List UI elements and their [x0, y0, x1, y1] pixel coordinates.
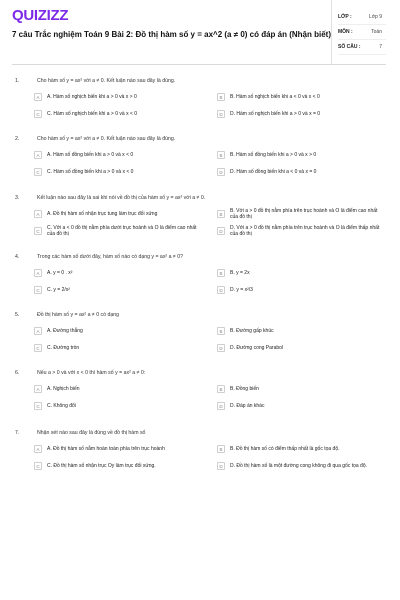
option-letter-badge: A [34, 385, 42, 393]
option-text: B. Đồ thị hàm số có điểm thấp nhất là gốc tọa độ. [230, 445, 340, 452]
answer-option-a[interactable] [34, 207, 203, 221]
question-number: 6. [15, 370, 20, 376]
question-5 [12, 309, 386, 355]
answer-options [12, 207, 386, 238]
question-stem [12, 251, 386, 263]
option-text: D. Hàm số đồng biến khi a < 0 và x = 0 [230, 168, 317, 175]
answer-options [12, 324, 386, 355]
question-7 [12, 427, 386, 473]
option-letter-badge: B [217, 269, 225, 277]
option-text: D. Hàm số nghịch biến khi a > 0 và x = 0 [230, 110, 321, 117]
question-stem [12, 367, 386, 379]
option-letter-badge: B [217, 445, 225, 453]
answer-options [12, 148, 386, 179]
option-letter-badge: B [217, 327, 225, 335]
answer-option-d[interactable] [217, 283, 386, 297]
option-letter-badge: C [34, 168, 42, 176]
question-number: 4. [15, 254, 20, 260]
question-list [12, 65, 386, 473]
question-text: Nhận xét nào sau đây là đúng về đồ thị hàm số [37, 430, 146, 436]
answer-option-d[interactable] [217, 341, 386, 355]
question-number: 5. [15, 312, 20, 318]
question-number: 2. [15, 136, 20, 142]
option-letter-badge: D [217, 462, 225, 470]
option-letter-badge: D [217, 344, 225, 352]
question-stem [12, 133, 386, 145]
worksheet-title: 7 câu Trắc nghiệm Toán 9 Bài 2: Đồ thị hàm số y = ax^2 (a ≠ 0) có đáp án (Nhận biết) [12, 30, 331, 39]
option-text: B. y = 2x [230, 269, 250, 276]
answer-option-a[interactable] [34, 382, 203, 396]
question-stem [12, 427, 386, 439]
answer-option-c[interactable] [34, 165, 203, 179]
answer-option-a[interactable] [34, 324, 203, 338]
option-letter-badge: B [217, 93, 225, 101]
answer-option-c[interactable] [34, 399, 203, 413]
meta-label: MÔN : [338, 28, 353, 35]
question-number: 3. [15, 195, 20, 201]
option-letter-badge: A [34, 269, 42, 277]
question-2 [12, 133, 386, 179]
option-text: C. y = 2/x² [47, 286, 70, 293]
option-text: C. Với a < 0 đồ thị nằm phía dưới trục hoành và O là điểm cao nhất của đồ thị [47, 224, 197, 237]
answer-option-a[interactable] [34, 90, 203, 104]
answer-option-d[interactable] [217, 224, 386, 238]
option-letter-badge: D [217, 110, 225, 118]
answer-options [12, 90, 386, 121]
header-left [12, 0, 331, 64]
question-stem [12, 192, 386, 204]
option-text: D. Đồ thị hàm số là một đường cong không đi qua gốc tọa độ. [230, 462, 367, 469]
question-number: 1. [15, 78, 20, 84]
meta-grade [338, 10, 386, 25]
answer-option-b[interactable] [217, 442, 386, 456]
option-text: B. Hàm số nghịch biến khi a < 0 và x < 0 [230, 93, 320, 100]
option-text: A. Đồ thị hàm số nhận trục tung làm trục đối xứng [47, 210, 158, 217]
question-text: Nếu a > 0 và với x < 0 thì hàm số y = ax² a ≠ 0: [37, 370, 146, 376]
answer-option-b[interactable] [217, 148, 386, 162]
answer-options [12, 442, 386, 473]
option-letter-badge: D [217, 402, 225, 410]
option-text: A. y = 0 . x² [47, 269, 73, 276]
option-text: A. Hàm số đồng biến khi a > 0 và x < 0 [47, 151, 134, 158]
option-text: A. Hàm số nghịch biến khi a > 0 và x > 0 [47, 93, 137, 100]
question-4 [12, 251, 386, 297]
option-text: C. Đường tròn [47, 344, 80, 351]
question-text: Đồ thị hàm số y = ax² a ≠ 0 có dạng [37, 312, 119, 318]
meta-count [338, 40, 386, 55]
option-text: C. Hàm số đồng biến khi a > 0 và x < 0 [47, 168, 134, 175]
question-stem [12, 309, 386, 321]
question-stem [12, 75, 386, 87]
option-letter-badge: B [217, 210, 225, 218]
answer-option-b[interactable] [217, 207, 386, 221]
option-text: C. Không đổi [47, 402, 76, 409]
option-text: D. Đường cong Parabol [230, 344, 284, 351]
meta-value: 7 [379, 43, 382, 50]
option-text: A. Đường thẳng [47, 327, 83, 334]
worksheet-meta [331, 0, 386, 64]
option-letter-badge: A [34, 151, 42, 159]
question-text: Trong các hàm số dưới đây, hàm số nào có dạng y = ax² a ≠ 0? [37, 254, 183, 260]
option-text: D. Đáp án khác [230, 402, 265, 409]
option-letter-badge: C [34, 462, 42, 470]
option-letter-badge: C [34, 110, 42, 118]
question-3 [12, 192, 386, 238]
quizizz-logo: QUIZIZZ [12, 7, 69, 24]
meta-label: LỚP : [338, 13, 352, 20]
question-text: Cho hàm số y = ax² với a ≠ 0. Kết luận nào sau đây là đúng. [37, 136, 176, 142]
option-letter-badge: B [217, 151, 225, 159]
question-number: 7. [15, 430, 20, 436]
answer-option-d[interactable] [217, 459, 386, 473]
option-text: A. Đồ thị hàm số nằm hoàn toàn phía trên trục hoành [47, 445, 165, 452]
option-letter-badge: B [217, 385, 225, 393]
option-letter-badge: A [34, 93, 42, 101]
answer-option-b[interactable] [217, 90, 386, 104]
answer-option-a[interactable] [34, 148, 203, 162]
question-6 [12, 367, 386, 413]
question-text: Kết luận nào sau đây là sai khi nói về đồ thị của hàm số y = ax² với a ≠ 0. [37, 195, 206, 201]
option-letter-badge: C [34, 286, 42, 294]
option-text: B. Hàm số đồng biến khi a > 0 và x > 0 [230, 151, 317, 158]
answer-option-c[interactable] [34, 341, 203, 355]
option-text: B. Đường gấp khúc [230, 327, 274, 334]
question-1 [12, 75, 386, 121]
answer-option-c[interactable] [34, 459, 203, 473]
option-letter-badge: C [34, 227, 42, 235]
answer-option-c[interactable] [34, 107, 203, 121]
option-text: D. y = x²/3 [230, 286, 253, 293]
answer-options [12, 266, 386, 297]
option-letter-badge: D [217, 168, 225, 176]
answer-option-d[interactable] [217, 107, 386, 121]
option-text: B. Với a > 0 đồ thị nằm phía trên trục hoành và O là điểm cao nhất của đồ thị [230, 207, 378, 220]
answer-option-b[interactable] [217, 382, 386, 396]
question-text: Cho hàm số y = ax² với a ≠ 0. Kết luận nào sau đây là đúng. [37, 78, 176, 84]
option-text: B. Đồng biến [230, 385, 259, 392]
answer-option-a[interactable] [34, 266, 203, 280]
worksheet-header [12, 0, 386, 65]
option-text: C. Đồ thị hàm số nhận trục Oy làm trục đối xứng. [47, 462, 156, 469]
answer-options [12, 382, 386, 413]
option-letter-badge: C [34, 344, 42, 352]
option-letter-badge: A [34, 210, 42, 218]
answer-option-b[interactable] [217, 266, 386, 280]
option-letter-badge: A [34, 327, 42, 335]
meta-value: Toán [371, 28, 382, 35]
option-text: A. Nghịch biến [47, 385, 80, 392]
option-letter-badge: A [34, 445, 42, 453]
meta-value: Lớp 9 [368, 13, 382, 20]
answer-option-c[interactable] [34, 283, 203, 297]
answer-option-d[interactable] [217, 165, 386, 179]
meta-subject [338, 25, 386, 40]
answer-option-a[interactable] [34, 442, 203, 456]
option-letter-badge: D [217, 286, 225, 294]
option-letter-badge: C [34, 402, 42, 410]
answer-option-c[interactable] [34, 224, 203, 238]
answer-option-b[interactable] [217, 324, 386, 338]
option-text: C. Hàm số nghịch biến khi a > 0 và x < 0 [47, 110, 138, 117]
option-text: D. Với a > 0 đồ thị nằm phía trên trục hoành và O là điểm thấp nhất của đồ thị [230, 224, 380, 237]
meta-label: SỐ CÂU : [338, 43, 361, 50]
answer-option-d[interactable] [217, 399, 386, 413]
option-letter-badge: D [217, 227, 225, 235]
